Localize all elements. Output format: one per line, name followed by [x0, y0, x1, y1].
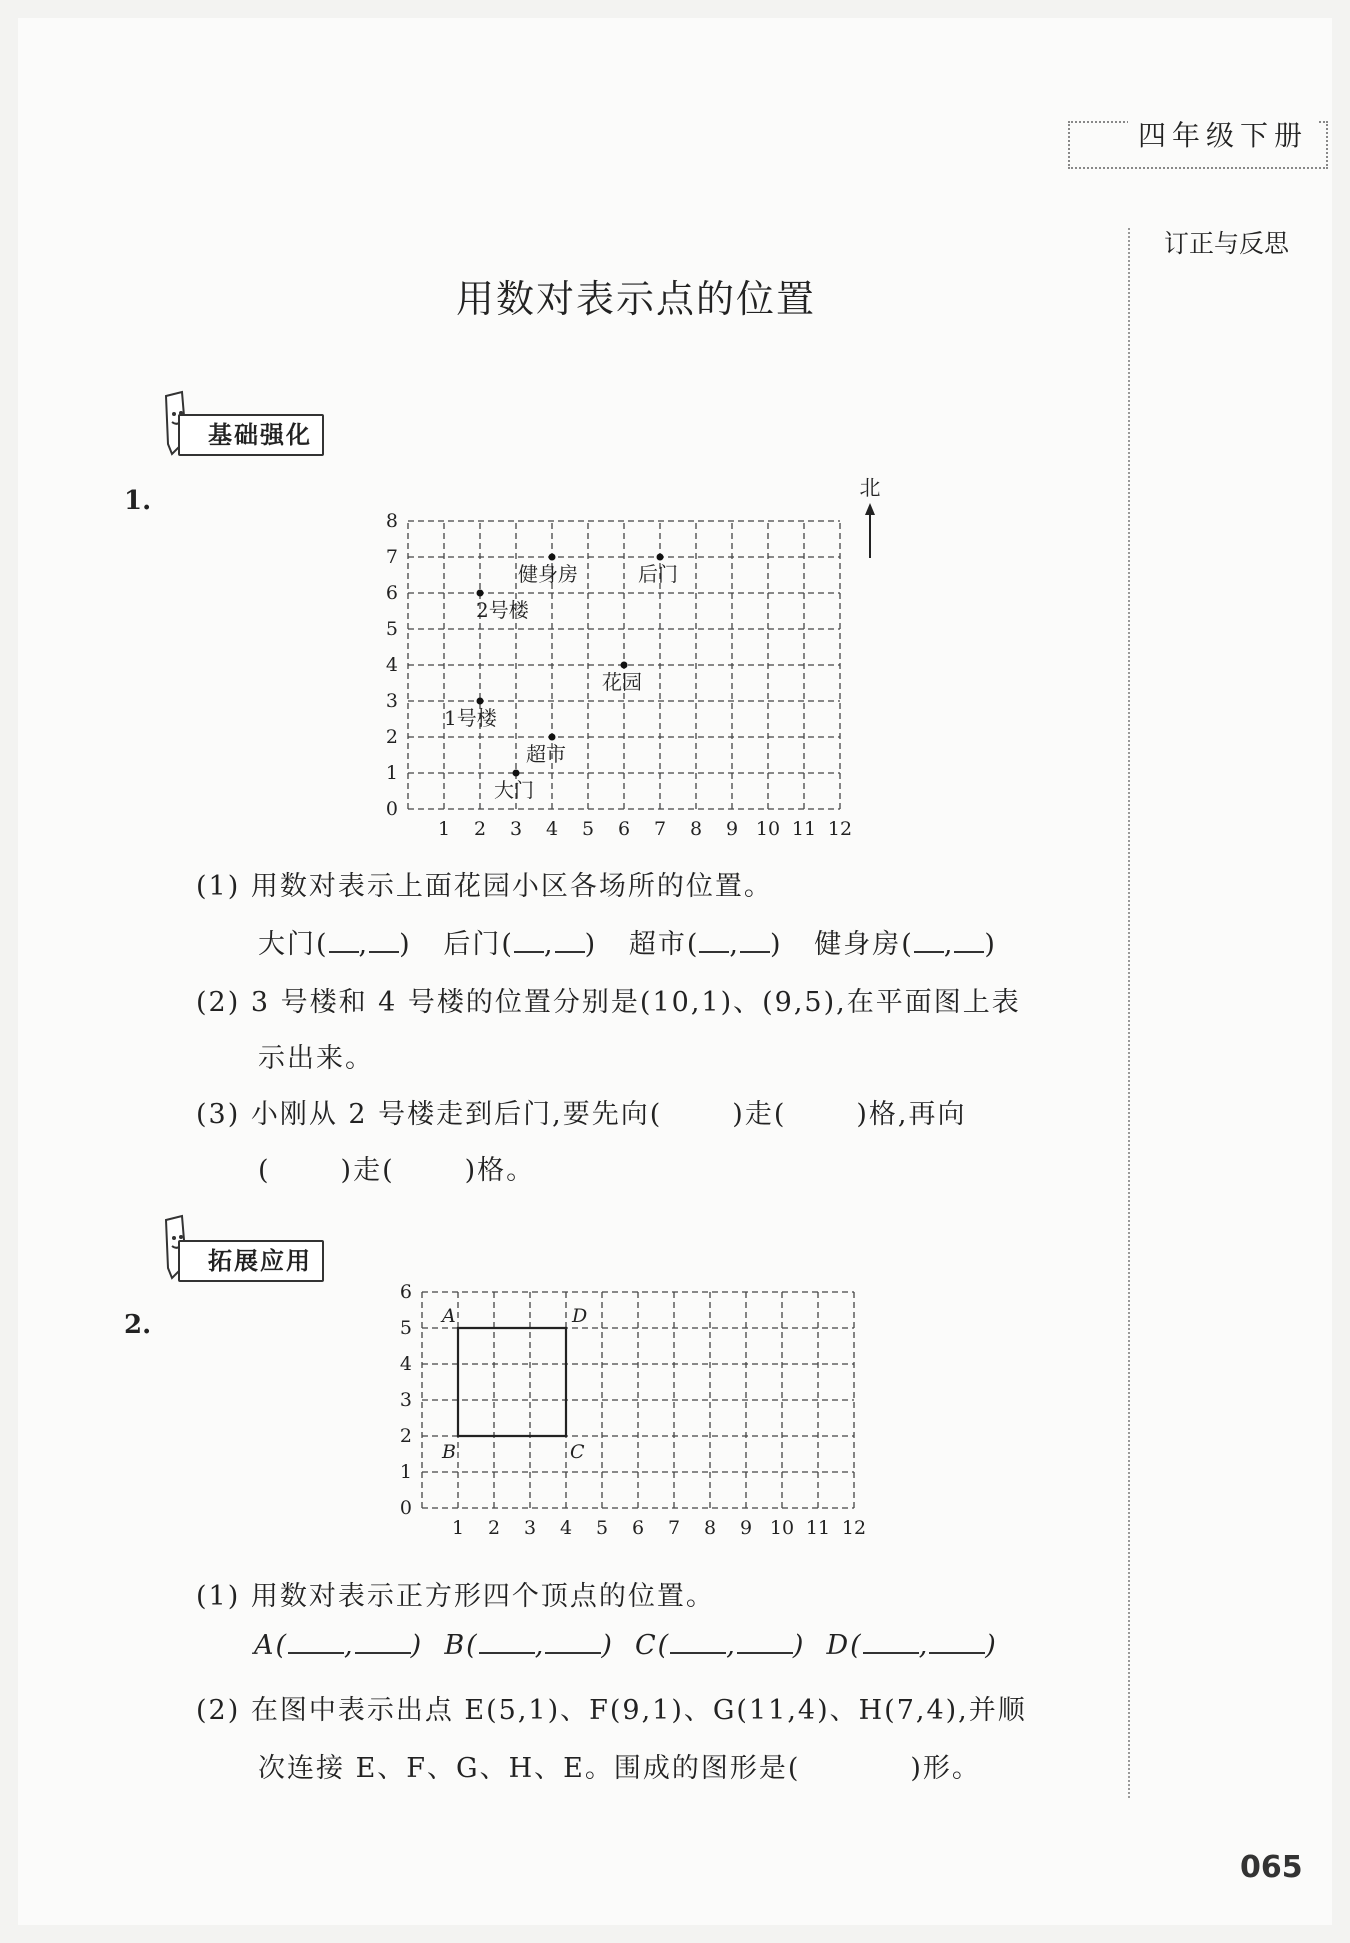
page-number: 065 — [1240, 1850, 1303, 1885]
x-tick-label: 11 — [805, 1517, 831, 1539]
y-tick-label: 6 — [399, 1281, 412, 1303]
answer-blank[interactable] — [514, 951, 544, 953]
x-tick-label: 8 — [703, 1517, 717, 1539]
place-point — [549, 734, 556, 741]
x-tick-label: 7 — [667, 1517, 681, 1539]
workbook-page — [18, 18, 1332, 1925]
x-tick-label: 6 — [617, 818, 631, 840]
map-grid-chart — [368, 473, 908, 843]
answer-blank[interactable] — [479, 1652, 535, 1654]
x-tick-label: 8 — [689, 818, 703, 840]
y-tick-label: 0 — [399, 1497, 412, 1519]
answer-blank[interactable] — [670, 1652, 726, 1654]
question-1-number: 1. — [124, 486, 152, 516]
q1-sub1: (1) 用数对表示上面花园小区各场所的位置。 — [196, 871, 773, 902]
place-label: 健身房 — [518, 562, 578, 586]
y-tick-label: 1 — [385, 762, 398, 784]
q1-answers: 大门( , ) 后门( , ) 超市( , ) 健身房( , ) — [258, 929, 997, 960]
x-tick-label: 3 — [523, 1517, 537, 1539]
square-grid-chart — [368, 1280, 908, 1550]
q1-sub3-line2: ( )走( )格。 — [258, 1155, 536, 1186]
y-tick-label: 5 — [399, 1317, 412, 1339]
x-tick-label: 3 — [509, 818, 523, 840]
place-label: 后门 — [638, 562, 678, 586]
y-tick-label: 4 — [385, 654, 398, 676]
x-tick-label: 10 — [755, 818, 781, 840]
answer-blank[interactable] — [545, 1652, 601, 1654]
answer-blank[interactable] — [863, 1652, 919, 1654]
y-tick-label: 2 — [399, 1425, 412, 1447]
y-tick-label: 0 — [385, 798, 398, 820]
answer-gate-label: 大门( — [258, 929, 329, 960]
y-tick-label: 2 — [385, 726, 398, 748]
y-tick-label: 3 — [385, 690, 398, 712]
x-tick-label: 4 — [559, 1517, 573, 1539]
place-label: 超市 — [526, 742, 566, 766]
answer-blank[interactable] — [355, 1652, 411, 1654]
q1-sub3-line1: (3) 小刚从 2 号楼走到后门,要先向( )走( )格,再向 — [196, 1099, 967, 1130]
place-label: 大门 — [494, 778, 534, 802]
x-tick-label: 12 — [841, 1517, 867, 1539]
correction-reflection-title: 订正与反思 — [1164, 229, 1290, 258]
q2-answers: A( , ) B( , ) C( , ) D( , ) — [254, 1630, 998, 1661]
section-tag-basic: 基础强化 — [178, 414, 324, 456]
q1-sub2-line1: (2) 3 号楼和 4 号楼的位置分别是(10,1)、(9,5),在平面图上表 — [196, 987, 1021, 1018]
x-tick-label: 6 — [631, 1517, 645, 1539]
y-tick-label: 5 — [385, 618, 398, 640]
grade-label: 四年级下册 — [1128, 114, 1318, 154]
answer-blank[interactable] — [929, 1652, 985, 1654]
margin-divider — [1128, 228, 1130, 1798]
north-arrowhead — [865, 503, 875, 515]
place-point — [657, 554, 664, 561]
answer-market-label: 超市( — [628, 929, 700, 960]
y-tick-label: 8 — [385, 510, 398, 532]
question-2-number: 2. — [124, 1310, 152, 1340]
x-tick-label: 11 — [791, 818, 817, 840]
answer-blank[interactable] — [369, 951, 399, 953]
place-point — [621, 662, 628, 669]
q2-sub2-line1: (2) 在图中表示出点 E(5,1)、F(9,1)、G(11,4)、H(7,4),并顺 — [196, 1695, 1027, 1726]
answer-blank[interactable] — [737, 1652, 793, 1654]
y-tick-label: 7 — [385, 546, 398, 568]
x-tick-label: 5 — [581, 818, 595, 840]
answer-blank[interactable] — [699, 951, 729, 953]
vertex-label: B — [442, 1441, 456, 1463]
x-tick-label: 2 — [487, 1517, 501, 1539]
y-tick-label: 6 — [385, 582, 398, 604]
x-tick-label: 7 — [653, 818, 667, 840]
answer-blank[interactable] — [740, 951, 770, 953]
y-tick-label: 3 — [399, 1389, 412, 1411]
y-tick-label: 4 — [399, 1353, 412, 1375]
place-label: 2号楼 — [476, 598, 529, 622]
x-tick-label: 10 — [769, 1517, 795, 1539]
answer-backgate-label: 后门( — [443, 929, 514, 960]
vertex-label: A — [442, 1305, 456, 1327]
vertex-label: C — [570, 1441, 585, 1463]
x-tick-label: 5 — [595, 1517, 609, 1539]
q2-sub2-line2: 次连接 E、F、G、H、E。围成的图形是( )形。 — [258, 1753, 981, 1784]
section-tag-extend: 拓展应用 — [178, 1240, 324, 1282]
square-shape — [458, 1328, 566, 1436]
x-tick-label: 9 — [725, 818, 739, 840]
x-tick-label: 9 — [739, 1517, 753, 1539]
place-point — [477, 698, 484, 705]
answer-blank[interactable] — [288, 1652, 344, 1654]
answer-blank[interactable] — [954, 951, 984, 953]
answer-blank[interactable] — [914, 951, 944, 953]
answer-gym-label: 健身房( — [814, 929, 914, 960]
place-point — [513, 770, 520, 777]
x-tick-label: 1 — [437, 818, 451, 840]
x-tick-label: 4 — [545, 818, 559, 840]
place-point — [549, 554, 556, 561]
vertex-label: D — [572, 1305, 588, 1327]
y-tick-label: 1 — [399, 1461, 412, 1483]
answer-blank[interactable] — [329, 951, 359, 953]
page-title: 用数对表示点的位置 — [455, 277, 816, 321]
x-tick-label: 2 — [473, 818, 487, 840]
place-label: 花园 — [602, 670, 642, 694]
q2-sub1: (1) 用数对表示正方形四个顶点的位置。 — [196, 1581, 715, 1612]
x-tick-label: 1 — [451, 1517, 465, 1539]
q1-sub2-line2: 示出来。 — [258, 1043, 374, 1074]
place-label: 1号楼 — [444, 706, 497, 730]
answer-blank[interactable] — [555, 951, 585, 953]
north-label: 北 — [859, 476, 881, 500]
x-tick-label: 12 — [827, 818, 853, 840]
place-point — [477, 590, 484, 597]
